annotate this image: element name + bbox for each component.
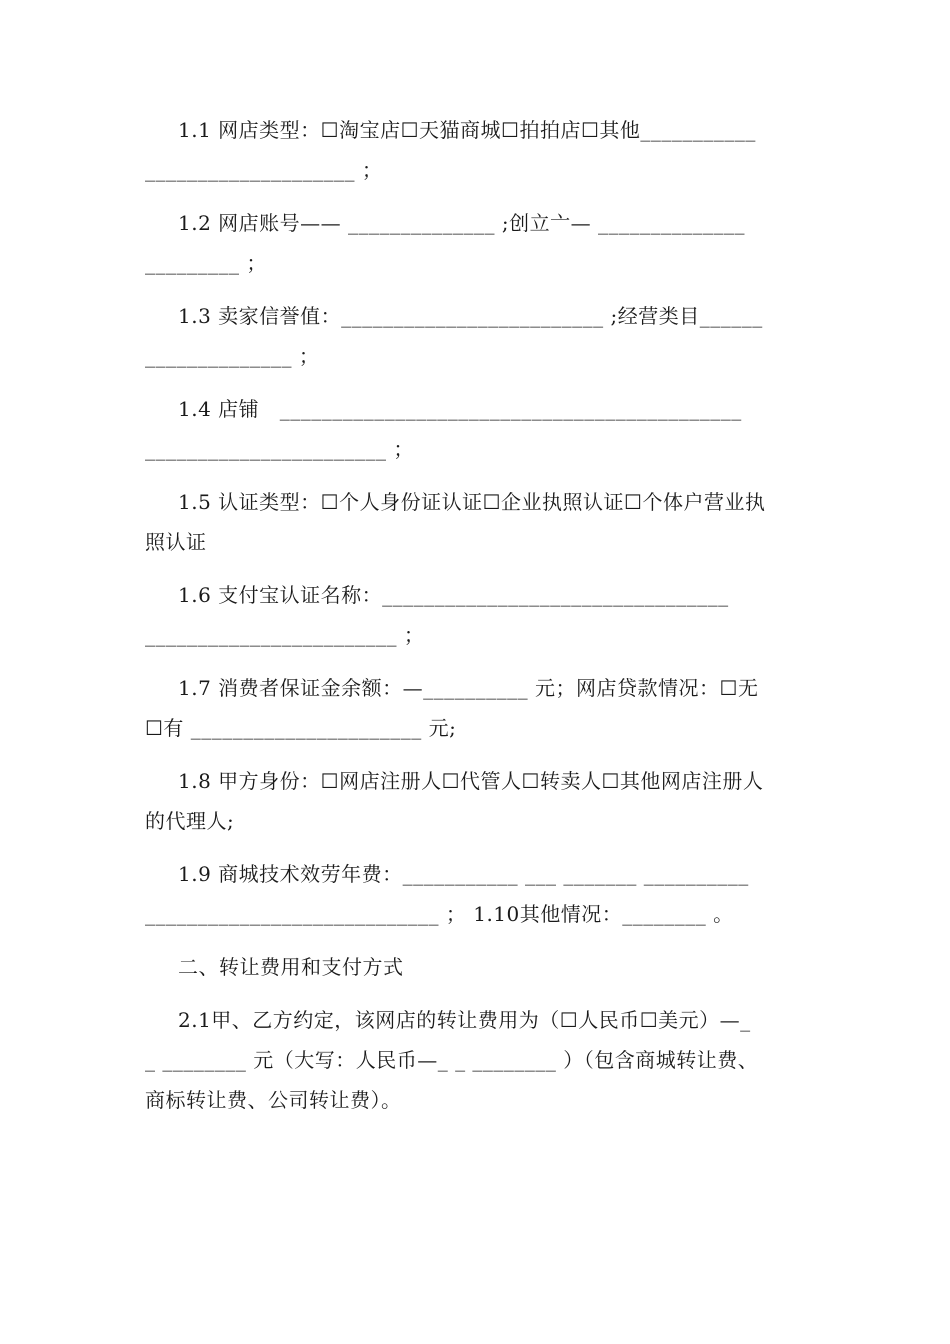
item-1-6-line-2: ________________________ ； [145, 623, 425, 647]
item-2-1-line-2: _ ________ 元（大写：人民币—_ _ ________ ）（包含商城转让费、 [145, 1048, 759, 1072]
section-2-heading: 二、转让费用和支付方式 [178, 955, 404, 979]
item-1-8-line-2: 的代理人; [145, 809, 235, 833]
item-1-7-line-2: ☐有 ______________________ 元; [145, 716, 457, 740]
item-1-9-line-2: ____________________________ ； 1.10其他情况：________ 。 [145, 902, 734, 926]
item-2-1-line-1: 2.1甲、乙方约定，该网店的转让费用为（☐人民币☐美元）—_ [178, 1008, 751, 1032]
item-2-1-line-3: 商标转让费、公司转让费）。 [145, 1088, 402, 1112]
item-1-2-line-1: 1.2 网店账号—— ______________ ;创立亠— ______________ [178, 211, 745, 235]
item-1-9-line-1: 1.9 商城技术效劳年费：___________ ___ _______ __________ [178, 862, 749, 886]
item-1-1-line-1: 1.1 网店类型：☐淘宝店☐天猫商城☐拍拍店☐其他___________ [178, 118, 756, 142]
item-1-1-line-2: ____________________ ； [145, 158, 383, 182]
item-1-3-line-2: ______________ ； [145, 344, 320, 368]
item-1-8-line-1: 1.8 甲方身份：☐网店注册人☐代管人☐转卖人☐其他网店注册人 [178, 769, 764, 793]
item-1-5-line-1: 1.5 认证类型：☐个人身份证认证☐企业执照认证☐个体户营业执 [178, 490, 766, 514]
item-1-4-line-1: 1.4 店铺 ____________________________________________ [178, 397, 742, 421]
item-1-7-line-1: 1.7 消费者保证金余额：—__________ 元；网店贷款情况：☐无 [178, 676, 759, 700]
item-1-4-line-2: _______________________ ； [145, 437, 414, 461]
item-1-5-line-2: 照认证 [145, 530, 207, 554]
item-1-2-line-2: _________ ； [145, 251, 267, 275]
item-1-6-line-1: 1.6 支付宝认证名称：_________________________________ [178, 583, 729, 607]
item-1-3-line-1: 1.3 卖家信誉值：_________________________ ;经营类目______ [178, 304, 763, 328]
